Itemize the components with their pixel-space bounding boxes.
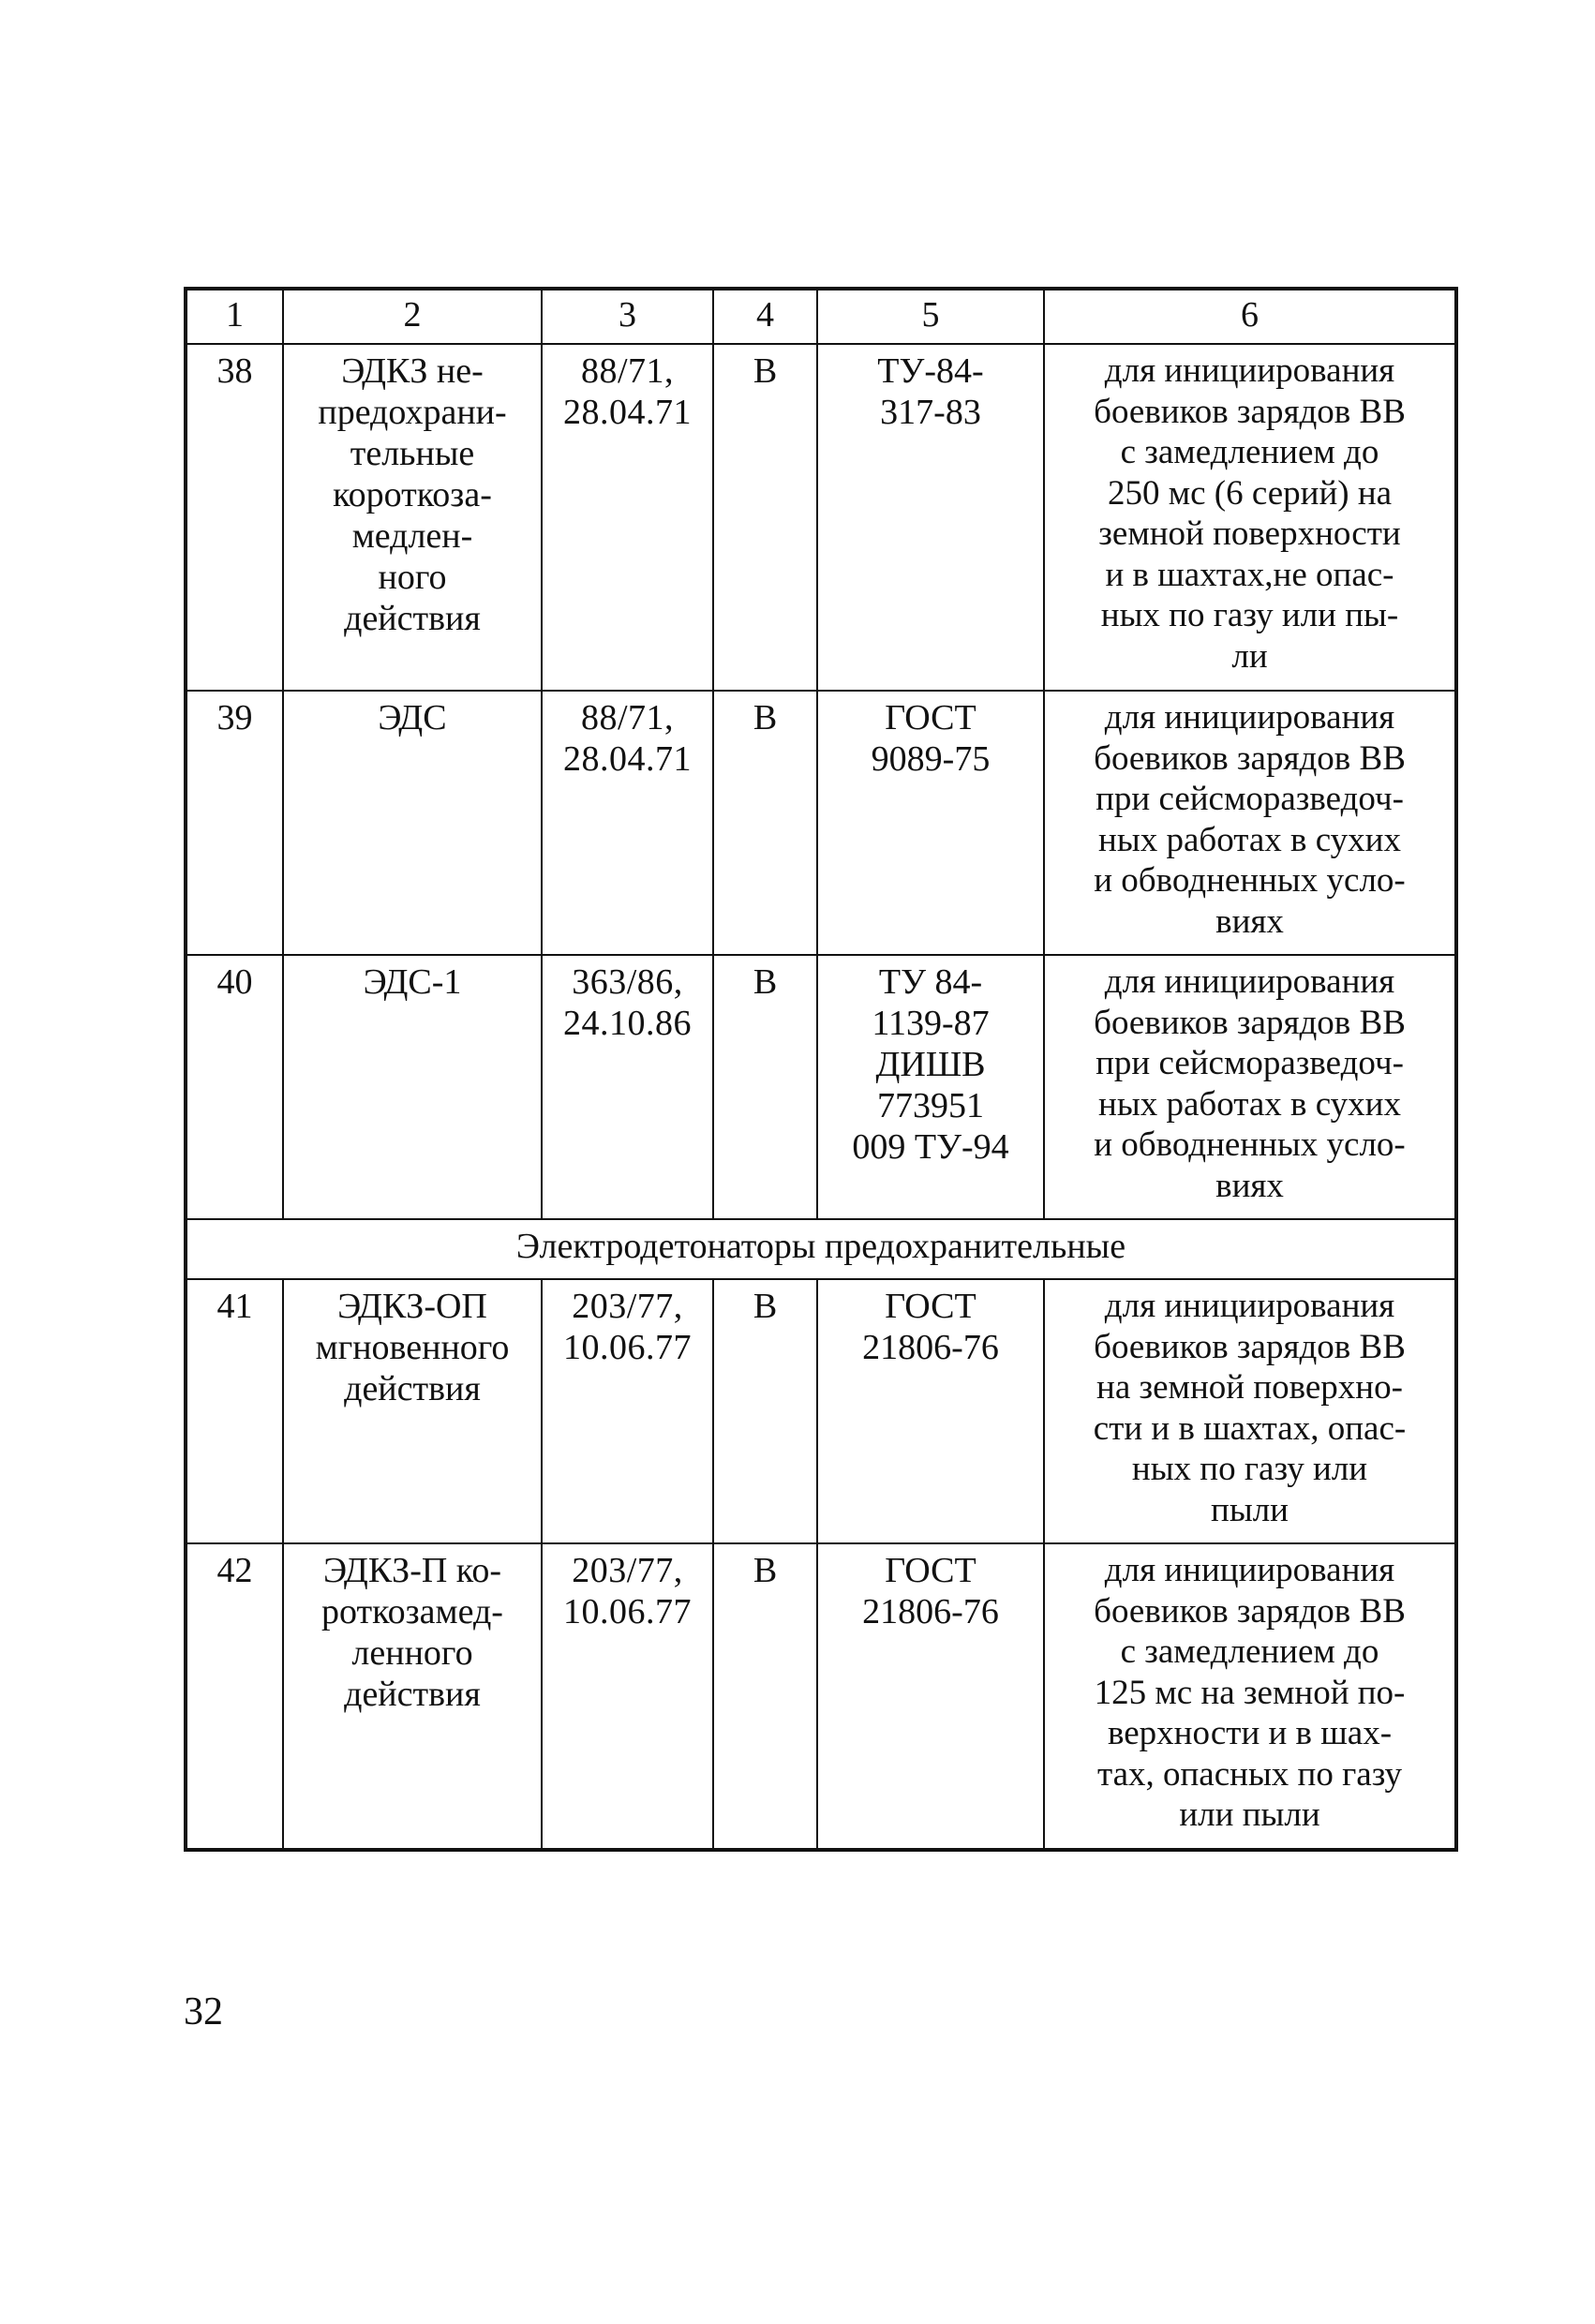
spec-doc-cell — [817, 1543, 1044, 1850]
spec-document: ТУ-84- 317-83 — [877, 351, 984, 432]
row-number-text: 42 — [216, 1551, 253, 1590]
table-row — [186, 1543, 1456, 1850]
detonators-table — [184, 287, 1458, 1852]
class-cell — [713, 1279, 817, 1543]
product-name: ЭДКЗ не- предохрани- тельные короткоза- медлен- ного действия — [318, 351, 507, 638]
spec-document: ГОСТ 9089-75 — [871, 698, 991, 779]
purpose-text: для инициирования боевиков зарядов ВВ на земной поверхно- сти и в шахтах, опас- ных по газу или пыли — [1093, 1287, 1407, 1529]
class-cell — [713, 344, 817, 691]
header-col-1: 1 — [186, 289, 283, 344]
purpose-cell — [1044, 344, 1456, 691]
product-name-cell — [283, 1279, 542, 1543]
table-row — [186, 955, 1456, 1219]
page-number: 32 — [184, 1990, 223, 2034]
permit-number-date: 203/77, 10.06.77 — [563, 1287, 692, 1367]
row-number-text: 41 — [216, 1287, 253, 1326]
product-name: ЭДС-1 — [363, 962, 462, 1002]
product-name-cell — [283, 691, 542, 955]
purpose-text: для инициирования боевиков зарядов ВВ при сейсморазведоч- ных работах в сухих и обводненных усло- виях — [1094, 962, 1406, 1205]
row-number-text: 39 — [216, 698, 253, 737]
spec-document: ГОСТ 21806-76 — [862, 1287, 999, 1367]
purpose-cell — [1044, 1543, 1456, 1850]
product-name: ЭДС — [378, 698, 447, 737]
row-number — [186, 344, 283, 691]
permit-cell — [542, 344, 713, 691]
permit-cell — [542, 1543, 713, 1850]
spec-doc-cell — [817, 344, 1044, 691]
table-header-row — [186, 289, 1456, 344]
row-number — [186, 1543, 283, 1850]
purpose-cell — [1044, 955, 1456, 1219]
row-number-text: 38 — [216, 351, 253, 391]
header-col-2: 2 — [283, 289, 542, 344]
purpose-text: для инициирования боевиков зарядов ВВ с замедлением до 125 мс на земной по- верхности и в шах- тах, опасных по газу или пыли — [1094, 1551, 1406, 1834]
class-value: В — [753, 962, 778, 1002]
permit-number-date: 88/71, 28.04.71 — [563, 351, 692, 432]
row-number — [186, 1279, 283, 1543]
spec-document: ГОСТ 21806-76 — [862, 1551, 999, 1631]
product-name-cell — [283, 1543, 542, 1850]
header-col-5: 5 — [817, 289, 1044, 344]
product-name: ЭДКЗ-ОП мгновенного действия — [315, 1287, 510, 1408]
permit-number-date: 88/71, 28.04.71 — [563, 698, 692, 779]
class-cell — [713, 955, 817, 1219]
class-cell — [713, 691, 817, 955]
row-number — [186, 955, 283, 1219]
class-value: В — [753, 351, 778, 391]
section-title: Электродетонаторы предохранительные — [186, 1219, 1456, 1279]
class-value: В — [753, 1551, 778, 1590]
product-name-cell — [283, 955, 542, 1219]
table-row — [186, 1279, 1456, 1543]
class-value: В — [753, 1287, 778, 1326]
spec-doc-cell — [817, 1279, 1044, 1543]
permit-cell — [542, 1279, 713, 1543]
row-number — [186, 691, 283, 955]
purpose-cell — [1044, 691, 1456, 955]
product-name-cell — [283, 344, 542, 691]
product-name: ЭДКЗ-П ко- роткозамед- ленного действия — [321, 1551, 503, 1714]
class-value: В — [753, 698, 778, 737]
spec-doc-cell — [817, 955, 1044, 1219]
header-col-3: 3 — [542, 289, 713, 344]
table-row — [186, 344, 1456, 691]
permit-number-date: 363/86, 24.10.86 — [563, 962, 692, 1043]
purpose-text: для инициирования боевиков зарядов ВВ при сейсморазведоч- ных работах в сухих и обводненных усло- виях — [1094, 698, 1406, 941]
spec-document: ТУ 84- 1139-87 ДИШВ 773951 009 ТУ-94 — [852, 962, 1009, 1167]
header-col-4: 4 — [713, 289, 817, 344]
permit-cell — [542, 955, 713, 1219]
spec-doc-cell — [817, 691, 1044, 955]
permit-cell — [542, 691, 713, 955]
permit-number-date: 203/77, 10.06.77 — [563, 1551, 692, 1631]
purpose-cell — [1044, 1279, 1456, 1543]
section-header-row — [186, 1219, 1456, 1279]
purpose-text: для инициирования боевиков зарядов ВВ с замедлением до 250 мс (6 серий) на земной поверхности и в шахтах,не опас- ных по газу или пы- ли — [1094, 351, 1406, 676]
header-col-6: 6 — [1044, 289, 1456, 344]
class-cell — [713, 1543, 817, 1850]
row-number-text: 40 — [216, 962, 253, 1002]
table-row — [186, 691, 1456, 955]
